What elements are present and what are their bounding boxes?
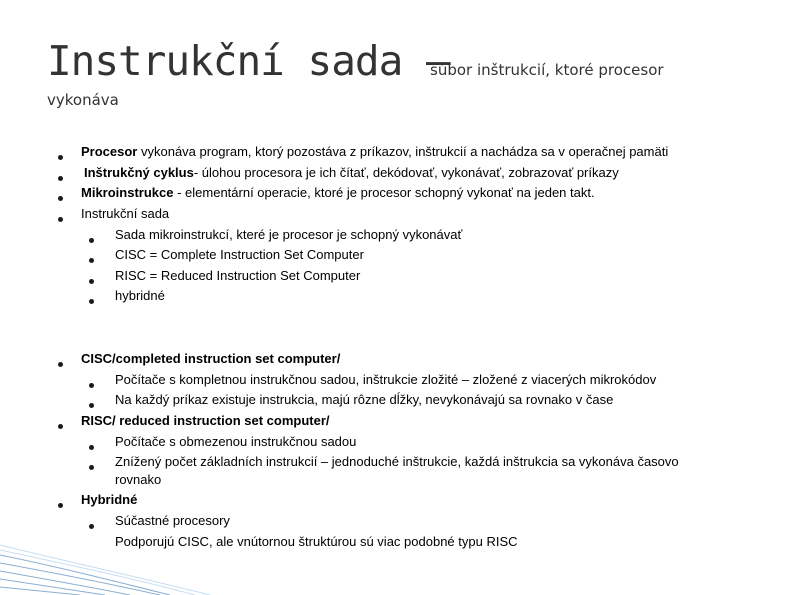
list-item-cisc: CISC/completed instruction set computer/ <box>81 351 341 366</box>
list-item-instrukcny-cyklus <box>84 164 619 182</box>
term-mikroinstrukce: Mikroinstrukce <box>81 185 174 200</box>
slide-title: Instrukční sada – <box>47 37 450 85</box>
sub-bullet-icon <box>89 279 94 284</box>
sub-bullet-icon <box>89 299 94 304</box>
sub-bullet-icon <box>89 465 94 470</box>
sub-bullet-icon <box>89 445 94 450</box>
bullet-icon <box>58 176 63 181</box>
sub-item: RISC = Reduced Instruction Set Computer <box>115 268 361 283</box>
sub-bullet-icon <box>89 258 94 263</box>
term-procesor: Procesor <box>81 144 138 159</box>
list-item-procesor <box>81 143 668 161</box>
definition-mikroinstrukce: - elementární operacie, ktoré je procesor schopný vykonať na jeden takt. <box>173 185 595 200</box>
list-item-mikroinstrukce <box>81 184 595 202</box>
list-item-risc: RISC/ reduced instruction set computer/ <box>81 413 330 428</box>
list-item-hybridne: Hybridné <box>81 492 138 507</box>
sub-bullet-icon <box>89 238 94 243</box>
bullet-icon <box>58 424 63 429</box>
sub-item: hybridné <box>115 288 165 303</box>
term-instrukcny-cyklus: Inštrukčný cyklus <box>84 165 194 180</box>
bullet-icon <box>58 217 63 222</box>
definition-instrukcny-cyklus: - úlohou procesora je ich čítať, dekódovať, vykonávať, zobrazovať príkazy <box>193 165 619 180</box>
bullet-icon <box>58 362 63 367</box>
sub-item: Počítače s kompletnou instrukčnou sadou, inštrukcie zložité – zložené z viacerých mikrokódov <box>115 372 657 387</box>
corner-decoration-icon <box>0 495 220 595</box>
sub-bullet-icon <box>89 403 94 408</box>
sub-item: Počítače s obmezenou instrukčnou sadou <box>115 434 357 449</box>
list-item-instrukcni-sada: Instrukční sada <box>81 206 170 221</box>
sub-item: rovnako <box>115 472 162 487</box>
slide-subtitle-continued: vykonáva <box>47 91 119 109</box>
sub-item: Na každý príkaz existuje instrukcia, majú rôzne dĺžky, nevykonávajú sa rovnako v čase <box>115 392 614 407</box>
definition-procesor: vykonáva program, ktorý pozostáva z príkazov, inštrukcií a nachádza sa v operačnej pamäti <box>137 144 669 159</box>
sub-bullet-icon <box>89 383 94 388</box>
slide-subtitle: súbor inštrukcií, ktoré procesor <box>430 61 664 79</box>
sub-item: CISC = Complete Instruction Set Computer <box>115 247 364 262</box>
bullet-icon <box>58 196 63 201</box>
bullet-icon <box>58 155 63 160</box>
sub-item: Podporujú CISC, ale vnútornou štruktúrou sú viac podobné typu RISC <box>115 534 518 549</box>
sub-item: Sada mikroinstrukcí, které je procesor je schopný vykonávať <box>115 227 463 242</box>
sub-item: Súčastné procesory <box>115 513 230 528</box>
sub-item: Znížený počet základních instrukcií – jednoduché inštrukcie, každá inštrukcia sa vykonáva časovo <box>115 454 679 469</box>
